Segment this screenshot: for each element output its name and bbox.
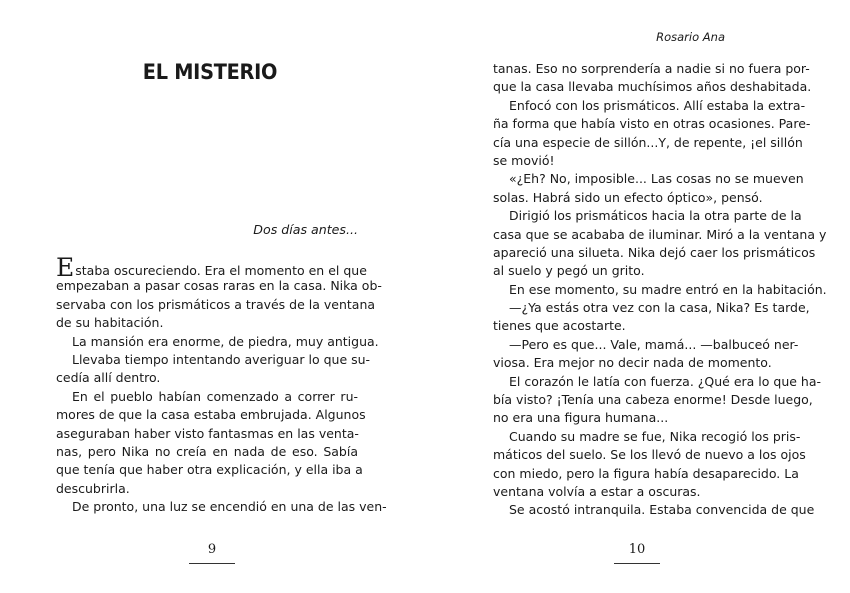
text-line-content: ventana volvía a estar a oscuras. [493,483,701,499]
text-line [56,425,358,443]
text-line [493,170,804,188]
text-line [56,277,382,295]
text-line-content: Llevaba tiempo intentando averiguar lo que su- [72,351,371,367]
text-line-content: empezaban a pasar cosas raras en la casa. Nika ob- [56,278,382,294]
text-line-content: De pronto, una luz se encendió en una de las ven- [72,499,387,515]
text-line-content: El corazón le latía con fuerza. ¿Qué era lo que ha- [509,373,822,389]
drop-cap: E [56,253,75,282]
text-line-content: —Pero es que... Vale, mamá... —balbuceó ner- [509,336,799,352]
text-line [493,336,799,354]
text-line-content: mores de que la casa estaba embrujada. Algunos [56,407,366,423]
text-line [493,428,801,446]
text-line-content: con miedo, pero la figura había desaparecido. La [493,465,799,481]
text-line [56,498,387,516]
text-line [56,369,358,387]
text-line [493,226,827,244]
page-number: 10 [628,542,646,557]
text-line-content: se movió! [493,152,555,168]
text-line-content: staba oscureciendo. Era el momento en el que [75,263,367,278]
text-line-content: apareció una silueta. Nika dejó caer los prismáticos [493,244,816,260]
text-line [493,317,793,335]
text-line-content: Se acostó intranquila. Estaba convencida de que [509,502,815,518]
text-line-content: servaba con los prismáticos a través de la ventana [56,296,376,312]
text-line-content: bía visto? ¡Tenía una cabeza enorme! Desde luego, [493,392,813,408]
text-line [493,409,793,427]
time-note: Dos días antes... [253,222,358,237]
running-header: Rosario Ana [656,30,725,44]
text-line [56,314,358,332]
text-line [56,388,358,406]
text-line [493,78,812,96]
text-line-content: de su habitación. [56,315,164,331]
text-line-content: Cuando su madre se fue, Nika recogió los pris- [509,428,801,444]
text-line-content: En el pueblo habían comenzado a correr ru- [72,388,358,404]
text-line-content: descubrirla. [56,480,130,496]
text-line [493,281,827,299]
text-line [493,391,813,409]
text-line [493,244,816,262]
text-line-content: aseguraban haber visto fantasmas en las venta- [56,425,359,441]
text-line-content: Dirigió los prismáticos hacia la otra parte de la [509,208,802,224]
text-line-content: al suelo y pegó un grito. [493,263,645,279]
text-line-content: ña forma que había visto en otras ocasiones. Pare- [493,116,811,132]
text-line-content: que tenía que haber otra explicación, y ella iba a [56,462,363,478]
text-line-content: viosa. Era mejor no decir nada de momento. [493,355,772,371]
text-line [56,461,363,479]
text-line-content: cedía allí dentro. [56,370,161,386]
text-line-content: «¿Eh? No, imposible... Las cosas no se mueven [509,171,804,187]
text-line [493,446,806,464]
text-line-content: La mansión era enorme, de piedra, muy antigua. [72,333,379,349]
text-line [493,60,810,78]
text-line-content: máticos del suelo. Se los llevó de nuevo a los ojos [493,447,806,463]
text-line [56,406,366,424]
text-line [493,465,799,483]
text-line-content: no era una figura humana... [493,410,669,426]
text-line-content: solas. Habrá sido un efecto óptico», pensó. [493,189,763,205]
text-line [493,207,802,225]
text-line-content: tanas. Eso no sorprendería a nadie si no fuera por- [493,61,810,76]
text-line-content: tienes que acostarte. [493,318,626,334]
text-line [493,354,793,372]
text-line [56,443,358,461]
text-line-content: Enfocó con los prismáticos. Allí estaba la extra- [509,97,806,113]
left-page-text [56,253,387,516]
page-number: 9 [207,542,217,557]
text-line [493,134,803,152]
text-line-content: nas, pero Nika no creía en nada de eso. Sabía [56,443,358,459]
text-line [493,115,811,133]
text-line [493,373,822,391]
text-line [493,262,793,280]
text-line [56,296,376,314]
page-number-rule [614,563,660,564]
text-line [493,501,815,519]
text-line [493,299,810,317]
text-line [56,253,367,282]
text-line-content: que la casa llevaba muchísimos años deshabitada. [493,79,812,95]
text-line-content: casa que se acababa de iluminar. Miró a la ventana y [493,226,827,242]
text-line-content: cía una especie de sillón...Y, de repente, ¡el sillón [493,134,803,150]
text-line [493,152,793,170]
text-line-content: —¿Ya estás otra vez con la casa, Nika? Es tarde, [509,300,810,316]
text-line-content: En ese momento, su madre entró en la habitación. [509,281,827,297]
text-line [56,480,358,498]
right-page [425,0,850,593]
text-line [493,483,793,501]
text-line [493,97,806,115]
chapter-title: EL MISTERIO [142,60,278,84]
text-line [56,333,379,351]
text-line [493,189,793,207]
right-page-text [493,60,827,520]
page-number-rule [189,563,235,564]
text-line [56,351,371,369]
